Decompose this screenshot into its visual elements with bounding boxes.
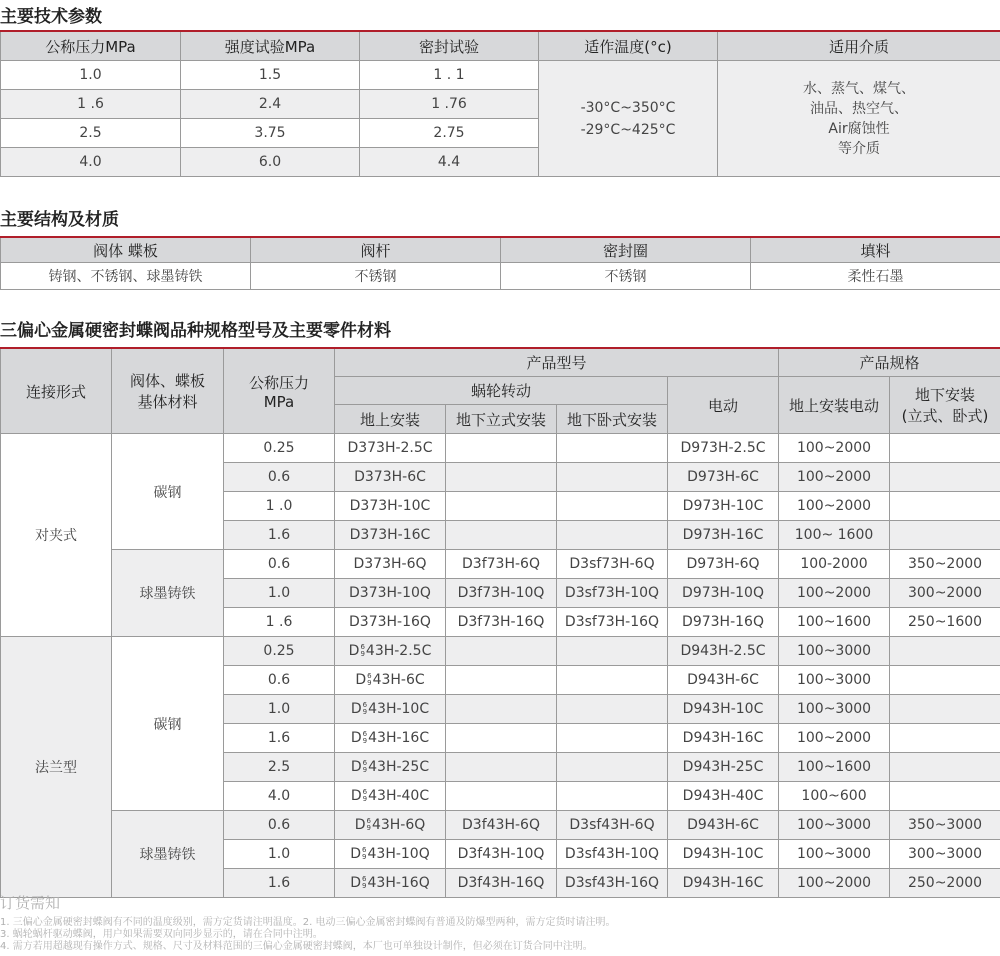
header-body-disc: 阀体 蝶板	[1, 237, 251, 263]
stack-digit-bottom: 9	[366, 824, 371, 832]
cell-pressure: 0.6	[224, 463, 335, 492]
structure-header-row	[1, 237, 1000, 263]
body-material-cell: 碳钢	[112, 637, 224, 811]
cell-spec-above: 100~600	[779, 782, 890, 811]
cell-spec-above: 100~3000	[779, 695, 890, 724]
media-line-3: Air腐蚀性	[828, 120, 890, 137]
cell-model-above: D373H-6Q	[335, 550, 446, 579]
model-stack	[362, 876, 366, 890]
cell-seal: 2.75	[360, 119, 539, 148]
cell-spec-above: 100~2000	[779, 492, 890, 521]
header-media: 适用介质	[718, 31, 1000, 61]
header-product-model: 产品型号	[335, 348, 779, 377]
header-above-ground: 地上安装	[335, 405, 446, 434]
cell-model-under-vertical	[446, 695, 557, 724]
stack-digit-top: 6	[362, 875, 367, 883]
model-prefix: D	[350, 701, 362, 717]
cell-spec-under: 300~2000	[890, 579, 1000, 608]
model-stack	[362, 847, 366, 861]
model-prefix: D	[350, 875, 362, 891]
cell-spec-above: 100~2000	[779, 579, 890, 608]
tech-header-row	[1, 31, 1000, 61]
temperature-range-1: -30°C~350°C	[580, 99, 676, 116]
header-packing: 填料	[751, 237, 1000, 263]
stack-digit-bottom: 9	[362, 737, 368, 745]
cell-spec-under: 250~2000	[890, 869, 1000, 898]
model-suffix: 43H-25C	[368, 759, 430, 775]
cell-model-under-horizontal: D3sf73H-16Q	[557, 608, 668, 637]
stack-digit-top: 6	[362, 701, 368, 709]
cell-pressure: 1.6	[224, 869, 335, 898]
model-suffix: 43H-2.5C	[365, 643, 432, 659]
model-prefix: D	[350, 846, 362, 862]
table-row	[1, 434, 1000, 463]
header-body-material	[112, 348, 224, 434]
cell-model-electric: D943H-16C	[668, 869, 779, 898]
cell-model-under-vertical: D3f73H-10Q	[446, 579, 557, 608]
stack-digit-top: 6	[362, 788, 368, 796]
model-prefix: D	[350, 759, 362, 775]
cell-strength: 1.5	[181, 61, 360, 90]
model-suffix: 43H-6C	[372, 672, 425, 688]
cell-pressure: 1 .0	[224, 492, 335, 521]
body-material-cell: 球墨铸铁	[112, 811, 224, 898]
cell-model-under-horizontal: D3sf73H-10Q	[557, 579, 668, 608]
order-notes	[0, 892, 1000, 953]
cell-spec-under: 350~3000	[890, 811, 1000, 840]
model-stack	[363, 731, 367, 745]
cell-model-above: D373H-16C	[335, 521, 446, 550]
body-material-cell: 球墨铸铁	[112, 550, 224, 637]
cell-spec-above: 100~2000	[779, 724, 890, 753]
cell-pressure: 1.6	[224, 521, 335, 550]
cell-spec-above: 100~ 1600	[779, 521, 890, 550]
cell-model-under-vertical	[446, 492, 557, 521]
cell-model-under-vertical: D3f43H-6Q	[446, 811, 557, 840]
cell-model-under-vertical	[446, 463, 557, 492]
tech-params-table	[0, 30, 1000, 177]
model-suffix: 43H-10Q	[367, 846, 430, 862]
cell-model-under-horizontal: D3sf43H-10Q	[557, 840, 668, 869]
cell-model-under-vertical: D3f43H-16Q	[446, 869, 557, 898]
cell-model-electric: D943H-25C	[668, 753, 779, 782]
table-row	[1, 61, 1000, 90]
header-seal-test: 密封试验	[360, 31, 539, 61]
model-suffix: 43H-6Q	[371, 817, 426, 833]
cell-model-electric: D973H-6C	[668, 463, 779, 492]
cell-spec-under: 300~3000	[890, 840, 1000, 869]
cell-pressure: 1.0	[224, 840, 335, 869]
cell-pressure: 2.5	[224, 753, 335, 782]
cell-model-above	[335, 840, 446, 869]
cell-spec-above: 100~3000	[779, 811, 890, 840]
cell-model-under-horizontal	[557, 492, 668, 521]
cell-pressure: 1 .6	[224, 608, 335, 637]
cell-model-under-horizontal	[557, 434, 668, 463]
stack-digit-bottom: 9	[367, 679, 372, 687]
cell-strength: 6.0	[181, 148, 360, 177]
cell-spec-under	[890, 637, 1000, 666]
cell-spec-under	[890, 492, 1000, 521]
notes-title: 订货需知	[0, 894, 61, 912]
stack-digit-bottom: 9	[362, 708, 368, 716]
table-row	[1, 637, 1000, 666]
cell-model-above	[335, 724, 446, 753]
cell-model-electric: D973H-10Q	[668, 579, 779, 608]
section-title-structure: 主要结构及材质	[0, 210, 119, 230]
cell-seal: 1 . 1	[360, 61, 539, 90]
table-row	[1, 263, 1000, 290]
cell-pressure: 1.6	[224, 724, 335, 753]
body-material-cell: 碳钢	[112, 434, 224, 550]
stack-digit-bottom: 9	[362, 853, 367, 861]
cell-spec-above: 100~3000	[779, 666, 890, 695]
media-line-2: 油品、热空气、	[810, 100, 908, 117]
stack-digit-bottom: 9	[362, 766, 368, 774]
header-underground-horizontal: 地下卧式安装	[557, 405, 668, 434]
header-strength-test: 强度试验MPa	[181, 31, 360, 61]
section-title-tech: 主要技术参数	[0, 7, 102, 27]
cell-model-under-horizontal	[557, 666, 668, 695]
table-row	[1, 811, 1000, 840]
cell-spec-under: 350~2000	[890, 550, 1000, 579]
cell-model-under-horizontal	[557, 724, 668, 753]
model-suffix: 43H-10C	[368, 701, 430, 717]
temperature-cell	[539, 61, 718, 177]
models-body	[1, 434, 1000, 898]
model-stack	[367, 673, 371, 687]
cell-model-above	[335, 666, 446, 695]
cell-seal: 4.4	[360, 148, 539, 177]
cell-model-above	[335, 782, 446, 811]
cell-spec-above: 100~2000	[779, 463, 890, 492]
cell-model-under-horizontal: D3sf73H-6Q	[557, 550, 668, 579]
header-pressure-line-2: MPa	[263, 392, 295, 411]
header-underground-vertical: 地下立式安装	[446, 405, 557, 434]
model-stack	[363, 760, 367, 774]
cell-spec-under	[890, 753, 1000, 782]
cell-model-under-horizontal	[557, 463, 668, 492]
stack-digit-bottom: 9	[360, 650, 365, 658]
cell-model-above	[335, 637, 446, 666]
header-above-electric: 地上安装电动	[779, 377, 890, 434]
media-cell	[718, 61, 1000, 177]
model-prefix: D	[355, 672, 367, 688]
header-product-spec: 产品规格	[779, 348, 1000, 377]
cell-pressure: 1.0	[224, 695, 335, 724]
media-line-1: 水、蒸气、煤气、	[803, 80, 915, 97]
header-body-line-2: 基体材料	[137, 393, 198, 411]
cell-model-under-vertical: D3f73H-6Q	[446, 550, 557, 579]
header-stem: 阀杆	[251, 237, 501, 263]
cell-model-electric: D973H-10C	[668, 492, 779, 521]
models-header-row-1	[1, 348, 1000, 377]
header-pressure-line-1: 公称压力	[248, 373, 309, 392]
cell-spec-above: 100~1600	[779, 608, 890, 637]
cell-spec-under	[890, 463, 1000, 492]
cell-pressure: 0.6	[224, 550, 335, 579]
cell-model-under-horizontal	[557, 695, 668, 724]
media-line-4: 等介质	[838, 140, 880, 157]
header-seal-ring: 密封圈	[501, 237, 751, 263]
cell-spec-above: 100~1600	[779, 753, 890, 782]
cell-model-above	[335, 753, 446, 782]
cell-model-electric: D973H-16C	[668, 521, 779, 550]
connection-type-cell: 法兰型	[1, 637, 112, 898]
notes-line: 1. 三偏心金属硬密封蝶阀有不同的温度级别，需方定货请注明温度。2. 电动三偏心金属密封蝶阀有普通及防爆型两种，需方定货时请注明。	[0, 917, 616, 928]
cell-model-under-vertical	[446, 782, 557, 811]
cell-model-above: D373H-6C	[335, 463, 446, 492]
structure-table	[0, 236, 1000, 290]
cell-model-under-vertical	[446, 666, 557, 695]
cell-model-electric: D943H-10C	[668, 695, 779, 724]
cell-seal: 1 .76	[360, 90, 539, 119]
section-title-models: 三偏心金属硬密封蝶阀品种规格型号及主要零件材料	[0, 321, 391, 341]
cell-model-above: D373H-10C	[335, 492, 446, 521]
cell-pressure: 0.6	[224, 666, 335, 695]
models-table	[0, 347, 1000, 898]
header-body-line-1: 阀体、蝶板	[129, 372, 205, 390]
model-prefix: D	[350, 788, 362, 804]
header-connection: 连接形式	[1, 348, 112, 434]
model-stack	[366, 818, 370, 832]
model-suffix: 43H-16Q	[367, 875, 430, 891]
cell-model-electric: D973H-6Q	[668, 550, 779, 579]
cell-spec-under	[890, 434, 1000, 463]
model-suffix: 43H-40C	[368, 788, 430, 804]
cell-model-under-vertical	[446, 724, 557, 753]
cell-spec-under	[890, 724, 1000, 753]
stack-digit-bottom: 9	[362, 882, 367, 890]
cell-model-under-vertical	[446, 637, 557, 666]
notes-line: 4. 需方若用超越现有操作方式、规格、尺寸及材料范围的三偏心金属硬密封蝶阀，本厂也可单独设计制作，但必须在订货合同中注明。	[0, 941, 593, 952]
cell-strength: 2.4	[181, 90, 360, 119]
cell-model-above: D373H-16Q	[335, 608, 446, 637]
temperature-range-2: -29°C~425°C	[580, 121, 676, 138]
cell-model-above: D373H-2.5C	[335, 434, 446, 463]
header-underground-line-1: 地下安装	[915, 386, 976, 404]
cell-model-under-vertical	[446, 521, 557, 550]
stack-digit-top: 6	[360, 643, 365, 651]
cell-pressure: 0.25	[224, 637, 335, 666]
cell-pressure: 1.0	[224, 579, 335, 608]
stack-digit-top: 6	[362, 846, 367, 854]
cell-model-under-horizontal	[557, 753, 668, 782]
stack-digit-top: 6	[366, 817, 371, 825]
cell-packing-material: 柔性石墨	[751, 263, 1000, 290]
cell-spec-above: 100~2000	[779, 869, 890, 898]
cell-pressure: 0.6	[224, 811, 335, 840]
cell-model-under-vertical	[446, 434, 557, 463]
model-prefix: D	[348, 643, 360, 659]
cell-model-under-horizontal: D3sf43H-6Q	[557, 811, 668, 840]
header-underground	[890, 377, 1000, 434]
cell-spec-above: 100~3000	[779, 840, 890, 869]
model-stack	[363, 789, 367, 803]
connection-type-cell: 对夹式	[1, 434, 112, 637]
cell-model-electric: D943H-10C	[668, 840, 779, 869]
cell-model-under-horizontal	[557, 637, 668, 666]
stack-digit-top: 6	[362, 730, 368, 738]
cell-spec-above: 100-2000	[779, 550, 890, 579]
cell-model-under-horizontal	[557, 782, 668, 811]
cell-pressure: 1.0	[1, 61, 181, 90]
cell-pressure: 2.5	[1, 119, 181, 148]
cell-spec-above: 100~3000	[779, 637, 890, 666]
cell-model-above	[335, 695, 446, 724]
cell-model-electric: D973H-2.5C	[668, 434, 779, 463]
model-prefix: D	[350, 730, 362, 746]
cell-spec-above: 100~2000	[779, 434, 890, 463]
cell-strength: 3.75	[181, 119, 360, 148]
cell-spec-under: 250~1600	[890, 608, 1000, 637]
cell-model-electric: D973H-16Q	[668, 608, 779, 637]
header-temperature: 适作温度(°c)	[539, 31, 718, 61]
cell-seal-material: 不锈钢	[501, 263, 751, 290]
cell-pressure: 0.25	[224, 434, 335, 463]
cell-model-above	[335, 811, 446, 840]
table-row	[1, 550, 1000, 579]
header-worm-gear: 蜗轮转动	[335, 377, 668, 405]
cell-model-electric: D943H-2.5C	[668, 637, 779, 666]
header-pressure	[224, 348, 335, 434]
notes-line: 3. 蜗轮蜗杆驱动蝶阀，用户如果需要双向同步显示的，请在合同中注明。	[0, 929, 323, 940]
cell-pressure: 4.0	[224, 782, 335, 811]
cell-pressure: 1 .6	[1, 90, 181, 119]
stack-digit-top: 6	[362, 759, 368, 767]
cell-spec-under	[890, 666, 1000, 695]
cell-model-under-horizontal: D3sf43H-16Q	[557, 869, 668, 898]
cell-model-electric: D943H-16C	[668, 724, 779, 753]
model-stack	[360, 644, 364, 658]
cell-model-electric: D943H-6C	[668, 666, 779, 695]
cell-stem-material: 不锈钢	[251, 263, 501, 290]
stack-digit-bottom: 9	[362, 795, 368, 803]
cell-model-above: D373H-10Q	[335, 579, 446, 608]
stack-digit-top: 6	[367, 672, 372, 680]
cell-body-material: 铸钢、不锈钢、球墨铸铁	[1, 263, 251, 290]
cell-model-electric: D943H-40C	[668, 782, 779, 811]
header-underground-line-2: (立式、卧式)	[901, 407, 989, 425]
cell-model-under-vertical: D3f43H-10Q	[446, 840, 557, 869]
cell-model-under-vertical: D3f73H-16Q	[446, 608, 557, 637]
header-nominal-pressure: 公称压力MPa	[1, 31, 181, 61]
model-suffix: 43H-16C	[368, 730, 430, 746]
cell-spec-under	[890, 782, 1000, 811]
cell-pressure: 4.0	[1, 148, 181, 177]
cell-spec-under	[890, 695, 1000, 724]
cell-spec-under	[890, 521, 1000, 550]
cell-model-electric: D943H-6C	[668, 811, 779, 840]
model-prefix: D	[354, 817, 366, 833]
cell-model-under-horizontal	[557, 521, 668, 550]
header-electric: 电动	[668, 377, 779, 434]
model-stack	[363, 702, 367, 716]
cell-model-under-vertical	[446, 753, 557, 782]
